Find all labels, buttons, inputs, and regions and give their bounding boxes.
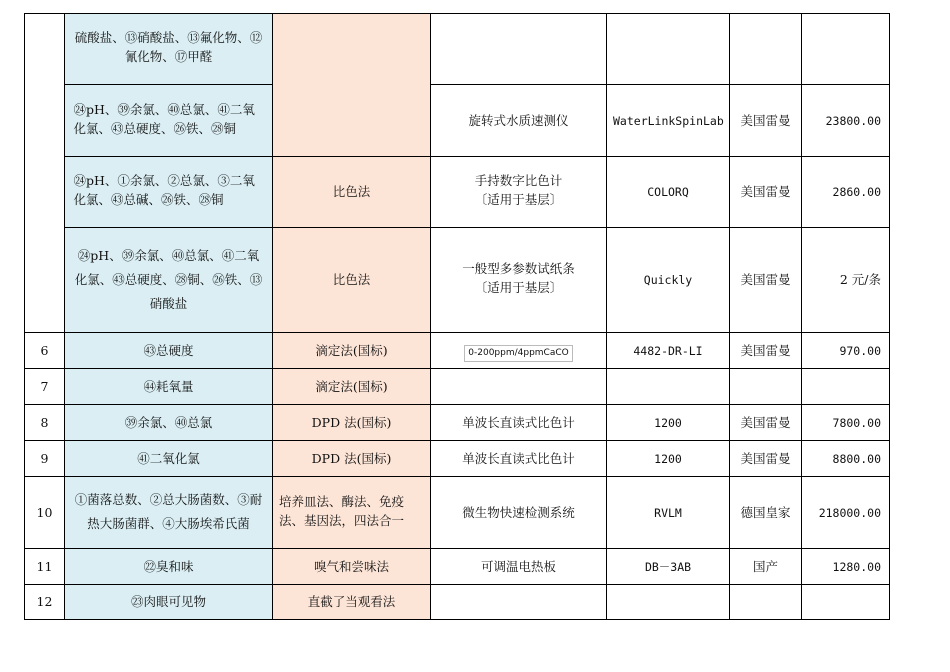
table-row [25, 441, 890, 477]
price: 1280.00 [802, 549, 890, 585]
instrument-model: 1200 [607, 405, 730, 441]
test-items: ㉒臭和味 [65, 549, 273, 585]
origin [730, 369, 802, 405]
price: 970.00 [802, 333, 890, 369]
instrument-model: 4482-DR-LI [607, 333, 730, 369]
instrument-name: 单波长直读式比色计 [431, 441, 607, 477]
instrument-name: 手持数字比色计〔适用于基层〕 [431, 157, 607, 228]
test-items: ㉔pH、㊴余氯、㊵总氯、㊶二氧化氯、㊸总硬度、㉖铁、㉘铜 [65, 85, 273, 157]
test-method: 比色法 [273, 157, 431, 228]
row-number: 12 [25, 585, 65, 620]
origin: 国产 [730, 549, 802, 585]
instrument-name [431, 585, 607, 620]
origin: 美国雷曼 [730, 405, 802, 441]
table-row [25, 549, 890, 585]
row-number [25, 14, 65, 333]
row-number: 6 [25, 333, 65, 369]
price: 2860.00 [802, 157, 890, 228]
table-row [25, 14, 890, 85]
origin: 美国雷曼 [730, 441, 802, 477]
row-number: 8 [25, 405, 65, 441]
test-items: ㊹耗氧量 [65, 369, 273, 405]
table-row [25, 477, 890, 549]
origin: 美国雷曼 [730, 333, 802, 369]
instrument-model [607, 585, 730, 620]
test-items: ㊴余氯、㊵总氯 [65, 405, 273, 441]
price: 7800.00 [802, 405, 890, 441]
test-items: ㊸总硬度 [65, 333, 273, 369]
row-number: 10 [25, 477, 65, 549]
instrument-name: 旋转式水质速测仪 [431, 85, 607, 157]
price: 8800.00 [802, 441, 890, 477]
price: 2 元/条 [802, 228, 890, 333]
table-row [25, 228, 890, 333]
origin: 德国皇家 [730, 477, 802, 549]
test-items: ㊶二氧化氯 [65, 441, 273, 477]
table-row [25, 369, 890, 405]
instrument-name: 微生物快速检测系统 [431, 477, 607, 549]
row-number: 9 [25, 441, 65, 477]
origin: 美国雷曼 [730, 228, 802, 333]
table-row [25, 333, 890, 369]
instrument-model [607, 369, 730, 405]
test-method: 嗅气和尝味法 [273, 549, 431, 585]
test-items: ㉓肉眼可见物 [65, 585, 273, 620]
instrument-model: 1200 [607, 441, 730, 477]
instrument-name [431, 14, 607, 85]
instrument-model: Quickly [607, 228, 730, 333]
equipment-table [24, 13, 890, 620]
test-method: 培养皿法、酶法、免疫法、基因法，四法合一 [273, 477, 431, 549]
instrument-model: RVLM [607, 477, 730, 549]
test-items: ㉔pH、①余氯、②总氯、③二氧化氯、㊸总碱、㉖铁、㉘铜 [65, 157, 273, 228]
test-method: 比色法 [273, 228, 431, 333]
table-row [25, 85, 890, 157]
price: 218000.00 [802, 477, 890, 549]
price [802, 585, 890, 620]
row-number: 11 [25, 549, 65, 585]
row-number: 7 [25, 369, 65, 405]
origin: 美国雷曼 [730, 157, 802, 228]
origin [730, 585, 802, 620]
table-row [25, 157, 890, 228]
instrument-name [431, 369, 607, 405]
price [802, 369, 890, 405]
instrument-name: 一般型多参数试纸条〔适用于基层〕 [431, 228, 607, 333]
test-items: ①菌落总数、②总大肠菌数、③耐热大肠菌群、④大肠埃希氏菌 [65, 477, 273, 549]
test-items: 硫酸盐、⑬硝酸盐、⑬氟化物、⑫氰化物、⑰甲醛 [65, 14, 273, 85]
test-items: ㉔pH、㊴余氯、㊵总氯、㊶二氧化氯、㊸总硬度、㉘铜、㉖铁、⑬硝酸盐 [65, 228, 273, 333]
instrument-name: 可调温电热板 [431, 549, 607, 585]
instrument-name: 0-200ppm/4ppmCaCO [431, 333, 607, 369]
test-method: 直截了当观看法 [273, 585, 431, 620]
origin: 美国雷曼 [730, 85, 802, 157]
instrument-model [607, 14, 730, 85]
price: 23800.00 [802, 85, 890, 157]
instrument-name: 单波长直读式比色计 [431, 405, 607, 441]
test-method: DPD 法(国标) [273, 405, 431, 441]
instrument-model: COLORQ [607, 157, 730, 228]
test-method: 滴定法(国标) [273, 333, 431, 369]
table-row [25, 405, 890, 441]
test-method: 滴定法(国标) [273, 369, 431, 405]
test-method: DPD 法(国标) [273, 441, 431, 477]
instrument-model: WaterLinkSpinLab [607, 85, 730, 157]
price [802, 14, 890, 85]
origin [730, 14, 802, 85]
table-row [25, 585, 890, 620]
test-method [273, 14, 431, 157]
instrument-model: DB－3AB [607, 549, 730, 585]
